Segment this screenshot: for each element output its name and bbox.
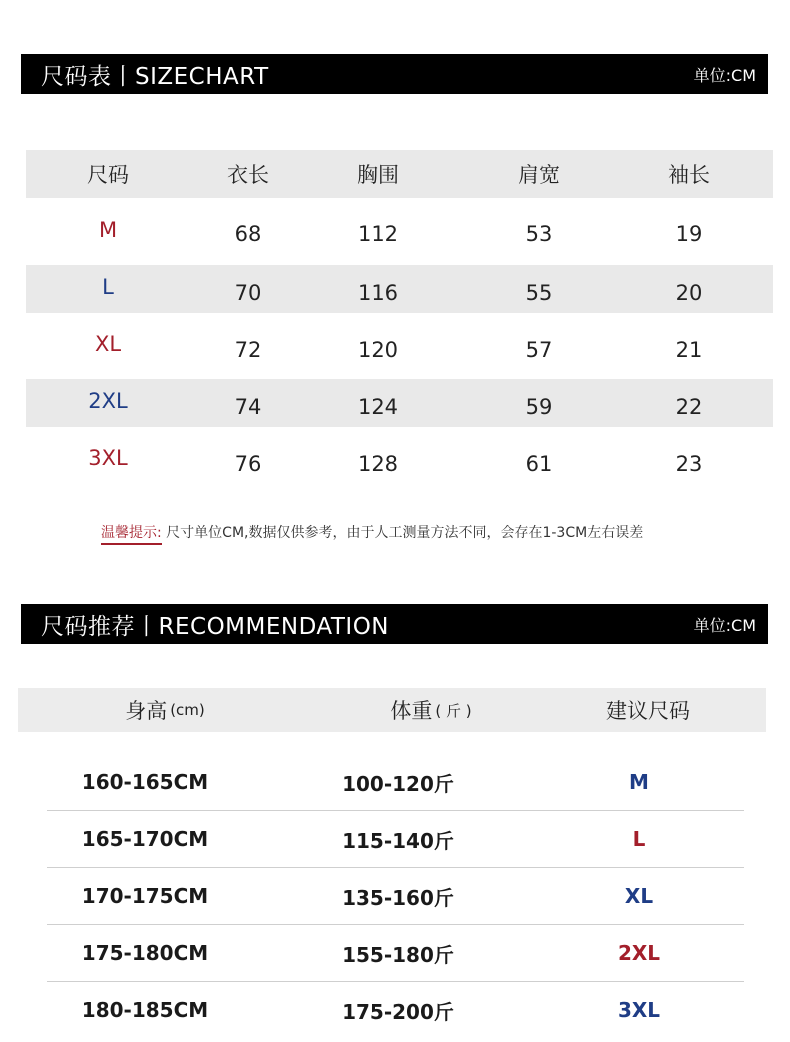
weight-range: 155-180斤	[342, 942, 454, 967]
table-row	[26, 436, 773, 484]
column-header-chest: 胸围	[357, 163, 399, 187]
size-label: L	[102, 275, 114, 299]
suggested-size: XL	[624, 884, 654, 908]
sleeve-value: 20	[675, 281, 703, 305]
height-range: 165-170CM	[81, 827, 209, 851]
height-range: 160-165CM	[81, 770, 209, 794]
sleeve-value: 21	[675, 338, 703, 362]
chest-value: 116	[357, 281, 399, 305]
measurement-note	[101, 522, 643, 542]
recommendation-unit: 单位:CM	[693, 615, 756, 635]
height-range: 180-185CM	[81, 998, 209, 1022]
shoulder-value: 61	[525, 452, 553, 476]
table-row	[47, 811, 744, 868]
suggested-size: 3XL	[617, 998, 661, 1022]
recommendation-header-bar	[21, 604, 768, 644]
table-row	[26, 265, 773, 313]
table-row	[26, 322, 773, 370]
sleeve-value: 19	[675, 222, 703, 246]
column-header-suggested-size	[548, 688, 748, 732]
shoulder-value: 55	[525, 281, 553, 305]
sleeve-value: 23	[675, 452, 703, 476]
weight-range: 115-140斤	[342, 828, 454, 853]
sleeve-value: 22	[675, 395, 703, 419]
shoulder-value: 53	[525, 222, 553, 246]
chest-value: 124	[357, 395, 399, 419]
size-label: M	[98, 218, 118, 242]
weight-range: 100-120斤	[342, 771, 454, 796]
table-row	[26, 379, 773, 427]
table-row	[47, 868, 744, 925]
table-row	[47, 982, 744, 1038]
weight-range: 175-200斤	[342, 999, 454, 1024]
shoulder-value: 57	[525, 338, 553, 362]
recommendation-table	[47, 754, 744, 1038]
recommendation-header-row	[18, 688, 766, 732]
size-chart-table	[26, 150, 773, 484]
shoulder-value: 59	[525, 395, 553, 419]
table-row	[47, 925, 744, 982]
length-value: 76	[234, 452, 262, 476]
chest-value: 120	[357, 338, 399, 362]
suggested-size: L	[632, 827, 646, 851]
size-label: 3XL	[88, 446, 128, 470]
chest-value: 128	[357, 452, 399, 476]
size-chart-title: 尺码表丨SIZECHART	[41, 63, 269, 90]
suggested-size: M	[629, 770, 649, 794]
size-label: 2XL	[88, 389, 128, 413]
weight-header-unit: ( 斤 )	[435, 701, 472, 720]
height-header-unit: (cm)	[170, 701, 205, 719]
length-value: 74	[234, 395, 262, 419]
size-chart-header-row	[26, 150, 773, 198]
recommendation-title: 尺码推荐丨RECOMMENDATION	[41, 613, 389, 640]
length-value: 68	[234, 222, 262, 246]
size-chart-unit: 单位:CM	[693, 65, 756, 85]
size-label: XL	[94, 332, 122, 356]
weight-range: 135-160斤	[342, 885, 454, 910]
column-header-shoulder: 肩宽	[518, 163, 560, 187]
height-header-label: 身高	[125, 699, 168, 723]
table-row	[26, 206, 773, 256]
note-label: 温馨提示:	[101, 525, 162, 545]
column-header-weight	[331, 688, 531, 732]
column-header-height	[65, 688, 265, 732]
table-row	[47, 754, 744, 811]
size-chart-header-bar	[21, 54, 768, 94]
column-header-sleeve: 袖长	[668, 163, 710, 187]
suggested-size: 2XL	[617, 941, 661, 965]
suggested-size-header-label: 建议尺码	[606, 699, 690, 723]
length-value: 70	[234, 281, 262, 305]
note-text: 尺寸单位CM,数据仅供参考，由于人工测量方法不同，会存在1-3CM左右误差	[161, 525, 644, 541]
weight-header-label: 体重	[390, 699, 433, 723]
height-range: 175-180CM	[81, 941, 209, 965]
chest-value: 112	[357, 222, 399, 246]
column-header-size: 尺码	[87, 163, 129, 187]
column-header-length: 衣长	[227, 163, 269, 187]
length-value: 72	[234, 338, 262, 362]
height-range: 170-175CM	[81, 884, 209, 908]
